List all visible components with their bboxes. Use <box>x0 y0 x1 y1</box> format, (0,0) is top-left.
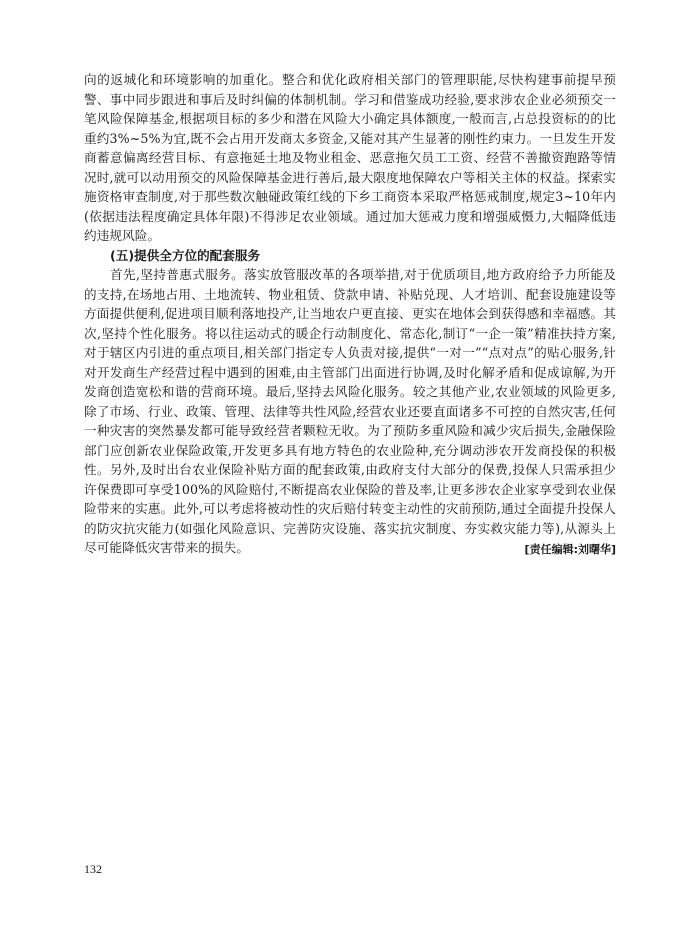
section-heading: (五)提供全方位的配套服务 <box>110 247 261 263</box>
body-paragraph-1: 向的返城化和环境影响的加重化。整合和优化政府相关部门的管理职能,尽快构建事前提早预警、事中同步跟进和事后及时纠偏的体制机制。学习和借鉴成功经验,要求涉农企业必须预交一笔风险保障基金,根据项目标的多少和潜在风险大小确定具体额度,一般而言,占总投资标的的比重约3%~5%为宜,既不会占用开发商太多资金,又能对其产生显著的刚性约束力。一旦发生开发商蓄意偏离经营目标、有意拖延土地及物业租金、恶意拖欠员工工资、经营不善撤资跑路等情况时,就可以动用预交的风险保障基金进行善后,最大限度地保障农户等相关主体的权益。探索实施资格审查制度,对于那些数次触碰政策红线的下乡工商资本采取严格惩戒制度,规定3~10年内(依据违法程度确定具体年限)不得涉足农业领域。通过加大惩戒力度和增强威慑力,大幅降低违约违规风险。 <box>84 72 616 243</box>
article-body <box>84 70 616 558</box>
page-number: 132 <box>84 862 102 876</box>
editor-credit: [责任编辑:刘曙华] <box>524 543 616 556</box>
body-paragraph-2: 首先,坚持普惠式服务。落实放管服改革的各项举措,对于优质项目,地方政府给予力所能及的支持,在场地占用、土地流转、物业租赁、贷款申请、补贴兑现、人才培训、配套设施建设等方面提供便利,促进项目顺利落地投产,让当地农户更直接、更实在地体会到获得感和幸福感。其次,坚持个性化服务。将以往运动式的暖企行动制度化、常态化,制订“一企一策”精准扶持方案,对于辖区内引进的重点项目,相关部门指定专人负责对接,提供“一对一”“点对点”的贴心服务,针对开发商生产经营过程中遇到的困难,由主管部门出面进行协调,及时化解矛盾和促成谅解,为开发商创造宽松和谐的营商环境。最后,坚持去风险化服务。较之其他产业,农业领域的风险更多,除了市场、行业、政策、管理、法律等共性风险,经营农业还要直面诸多不可控的自然灾害,任何一种灾害的突然暴发都可能导致经营者颗粒无收。为了预防多重风险和减少灾后损失,金融保险部门应创新农业保险政策,开发更多具有地方特色的农业险种,充分调动涉农开发商投保的积极性。另外,及时出台农业保险补贴方面的配套政策,由政府支付大部分的保费,投保人只需承担少许保费即可享受100%的风险赔付,不断提高农业保险的普及率,让更多涉农企业家享受到农业保险带来的实惠。此外,可以考虑将被动性的灾后赔付转变主动性的灾前预防,通过全面提升投保人的防灾抗灾能力(如强化风险意识、完善防灾设施、落实抗灾制度、夯实救灾能力等),从源头上尽可能降低灾害带来的损失。 <box>84 267 616 555</box>
